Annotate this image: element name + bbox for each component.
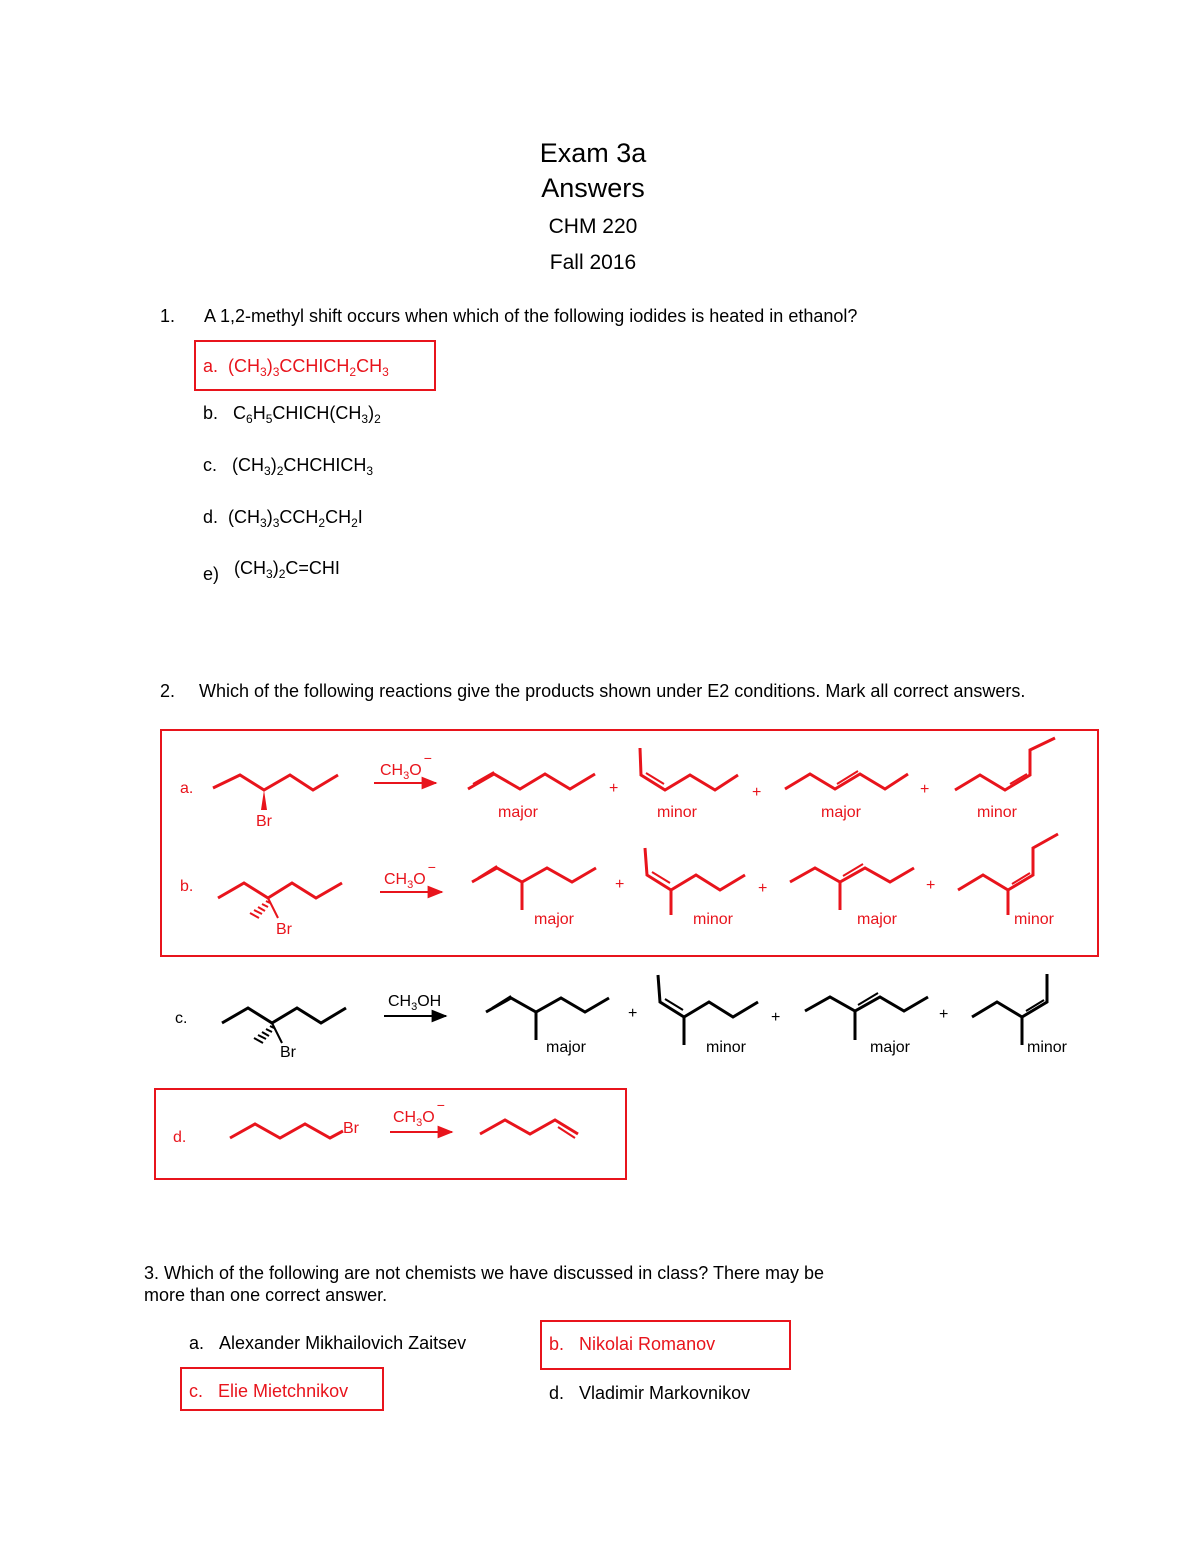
reagent-d: $CH_3O-$ (393, 1097, 445, 1129)
reactant-c (222, 1008, 346, 1023)
option-label: a. (203, 356, 219, 376)
formula-subscript: 2 (276, 464, 284, 478)
product-label-b1: major (534, 911, 575, 928)
leaving-group-c: Br (280, 1044, 296, 1061)
formula-subscript: 2 (318, 516, 326, 530)
q3-option-d (549, 1383, 750, 1404)
product-a3 (785, 774, 908, 789)
q1-question: A 1,2-methyl shift occurs when which of the following iodides is heated in ethanol? (204, 306, 858, 326)
option-label: c. (203, 455, 218, 475)
formula-subscript: 2 (278, 567, 286, 581)
leaving-group-d: Br (343, 1120, 359, 1137)
hash-bond-b (250, 901, 270, 918)
plus-sign: + (926, 877, 936, 894)
product-label-a4: minor (977, 804, 1018, 821)
product-label-b2: minor (693, 911, 734, 928)
exam-title: Exam 3a (539, 138, 647, 168)
formula-part: ) (368, 403, 375, 423)
q3-option-a (189, 1333, 466, 1354)
option-label: b. (203, 403, 219, 423)
plus-sign: + (758, 880, 768, 897)
formula-part: (CH (234, 558, 267, 578)
reagent-b: $CH_3O-$ (384, 859, 436, 891)
q3-option-b (549, 1334, 715, 1355)
option-label: b. (549, 1334, 565, 1354)
formula-subscript: 6 (246, 412, 253, 426)
product-a2 (640, 748, 738, 790)
formula-part: C=CHI (285, 558, 340, 578)
label-b: b. (180, 878, 194, 895)
formula-part: (CH (228, 507, 261, 527)
q2-number: 2. (160, 681, 176, 701)
formula-part: CH (325, 507, 352, 527)
formula-part: ) (272, 558, 279, 578)
formula-subscript: 3 (382, 365, 389, 379)
formula-part: (CH (228, 356, 261, 376)
product-label-c2: minor (706, 1039, 747, 1056)
product-label-b3: major (857, 911, 898, 928)
option-text: Elie Mietchnikov (218, 1381, 349, 1401)
formula-part: ) (270, 455, 277, 475)
formula-part: (CH (232, 455, 265, 475)
reaction-b (218, 834, 1058, 918)
option-label: e) (203, 564, 220, 584)
q1-number: 1. (160, 306, 176, 326)
reagent-c: $CH_3OH$ (388, 993, 442, 1013)
leaving-group-a: Br (256, 813, 272, 830)
label-d: d. (173, 1129, 187, 1146)
product-label-c1: major (546, 1039, 587, 1056)
product-a4 (955, 738, 1055, 790)
exam-subtitle: Answers (541, 173, 645, 203)
formula-part: CCH (279, 507, 319, 527)
formula-subscript: 2 (374, 412, 381, 426)
formula-part: CCHICH (279, 356, 350, 376)
product-label-c4: minor (1027, 1039, 1068, 1056)
label-c: c. (175, 1010, 188, 1027)
q2-question: Which of the following reactions give the products shown under E2 conditions. Mark all correct answers. (199, 681, 1026, 701)
reactant-d (230, 1124, 343, 1138)
formula-subscript: 3 (361, 412, 369, 426)
q3-question-line1: 3. Which of the following are not chemists we have discussed in class? There may be (144, 1263, 825, 1283)
plus-sign: + (920, 781, 930, 798)
option-text: Nikolai Romanov (579, 1334, 716, 1354)
formula-part: I (357, 507, 363, 527)
course-code: CHM 220 (548, 215, 638, 238)
product-label-a1: major (498, 804, 539, 821)
product-label-a2: minor (657, 804, 698, 821)
product-label-c3: major (870, 1039, 911, 1056)
product-label-a3: major (821, 804, 862, 821)
formula-subscript: 3 (264, 464, 271, 478)
formula-part: H (252, 403, 266, 423)
option-label: a. (189, 1333, 205, 1353)
hash-bond-c (254, 1026, 274, 1043)
formula-subscript: 3 (266, 567, 273, 581)
formula-part: ) (266, 356, 273, 376)
option-label: c. (189, 1381, 204, 1401)
reaction-a (213, 738, 1055, 810)
reagent-a: $CH_3O-$ (380, 750, 432, 782)
wedge-bond-a (261, 790, 267, 810)
plus-sign: + (752, 784, 762, 801)
formula-subscript: 3 (366, 464, 374, 478)
formula-part: CH (356, 356, 383, 376)
option-label: d. (549, 1383, 565, 1403)
formula-subscript: 2 (349, 365, 357, 379)
formula-part: ) (266, 507, 273, 527)
product-d (480, 1120, 578, 1134)
formula-subscript: 3 (260, 365, 267, 379)
plus-sign: + (628, 1005, 638, 1022)
product-c2 (658, 975, 758, 1017)
formula-subscript: 3 (272, 365, 280, 379)
formula-subscript: 5 (265, 412, 273, 426)
formula-subscript: 3 (260, 516, 267, 530)
plus-sign: + (615, 876, 625, 893)
option-label: d. (203, 507, 219, 527)
term: Fall 2016 (549, 251, 637, 274)
plus-sign: + (609, 780, 619, 797)
formula-part: C (233, 403, 247, 423)
product-b4 (958, 834, 1058, 890)
formula-part: CHCHICH (283, 455, 367, 475)
q3-question-line2: more than one correct answer. (144, 1285, 388, 1305)
product-c4 (972, 974, 1047, 1017)
reactant-a (213, 775, 338, 790)
q3-option-c (189, 1381, 348, 1402)
plus-sign: + (771, 1009, 781, 1026)
label-a: a. (180, 780, 194, 797)
option-text: Vladimir Markovnikov (579, 1383, 751, 1403)
formula-subscript: 3 (272, 516, 280, 530)
product-label-b4: minor (1014, 911, 1055, 928)
formula-part: CHICH(CH (272, 403, 362, 423)
formula-subscript: 2 (351, 516, 358, 530)
product-b2 (645, 848, 745, 890)
plus-sign: + (939, 1006, 949, 1023)
leaving-group-b: Br (276, 921, 292, 938)
reactant-b (218, 883, 342, 898)
option-text: Alexander Mikhailovich Zaitsev (219, 1333, 467, 1353)
